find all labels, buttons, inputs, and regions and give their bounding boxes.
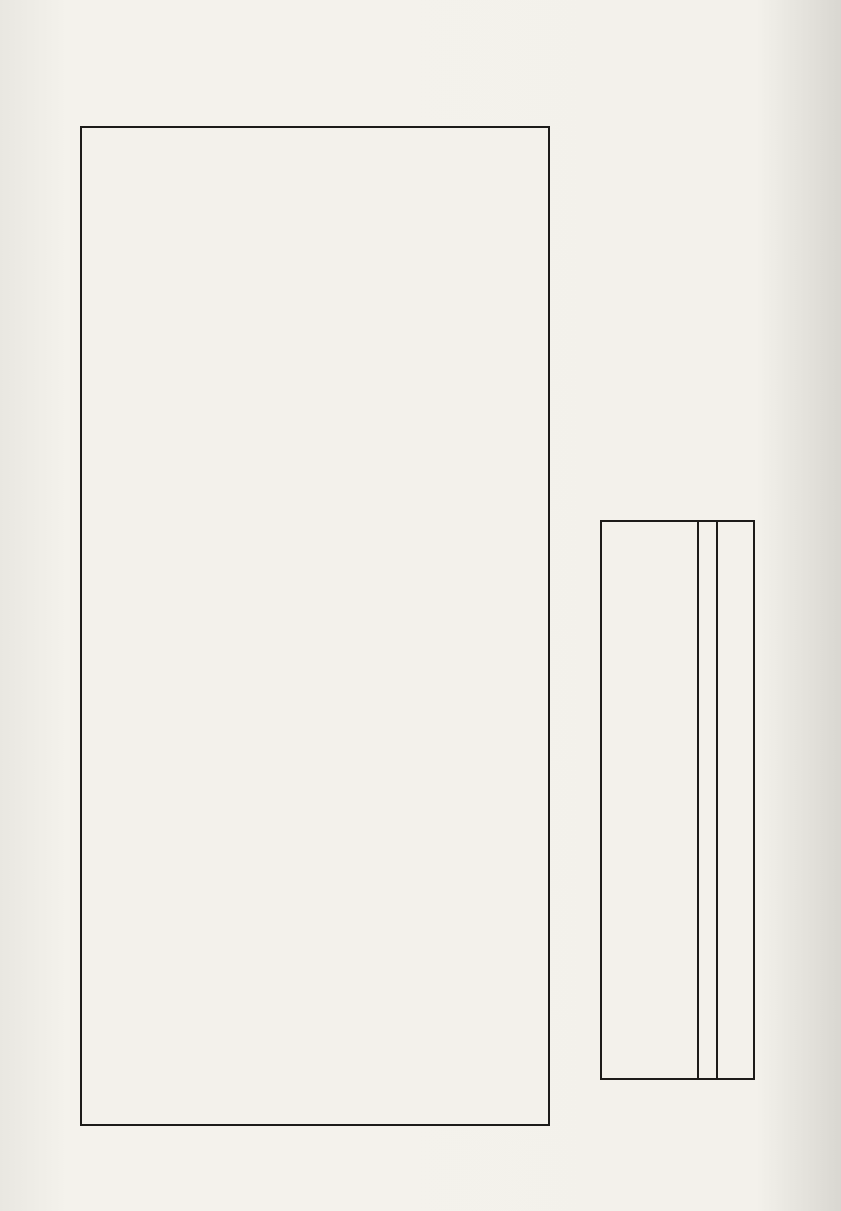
periodic-table-wrapper — [80, 126, 550, 1126]
actinide-table — [697, 520, 755, 1080]
actinide-table-wrapper — [697, 520, 755, 1080]
periodic-table — [80, 126, 550, 1126]
